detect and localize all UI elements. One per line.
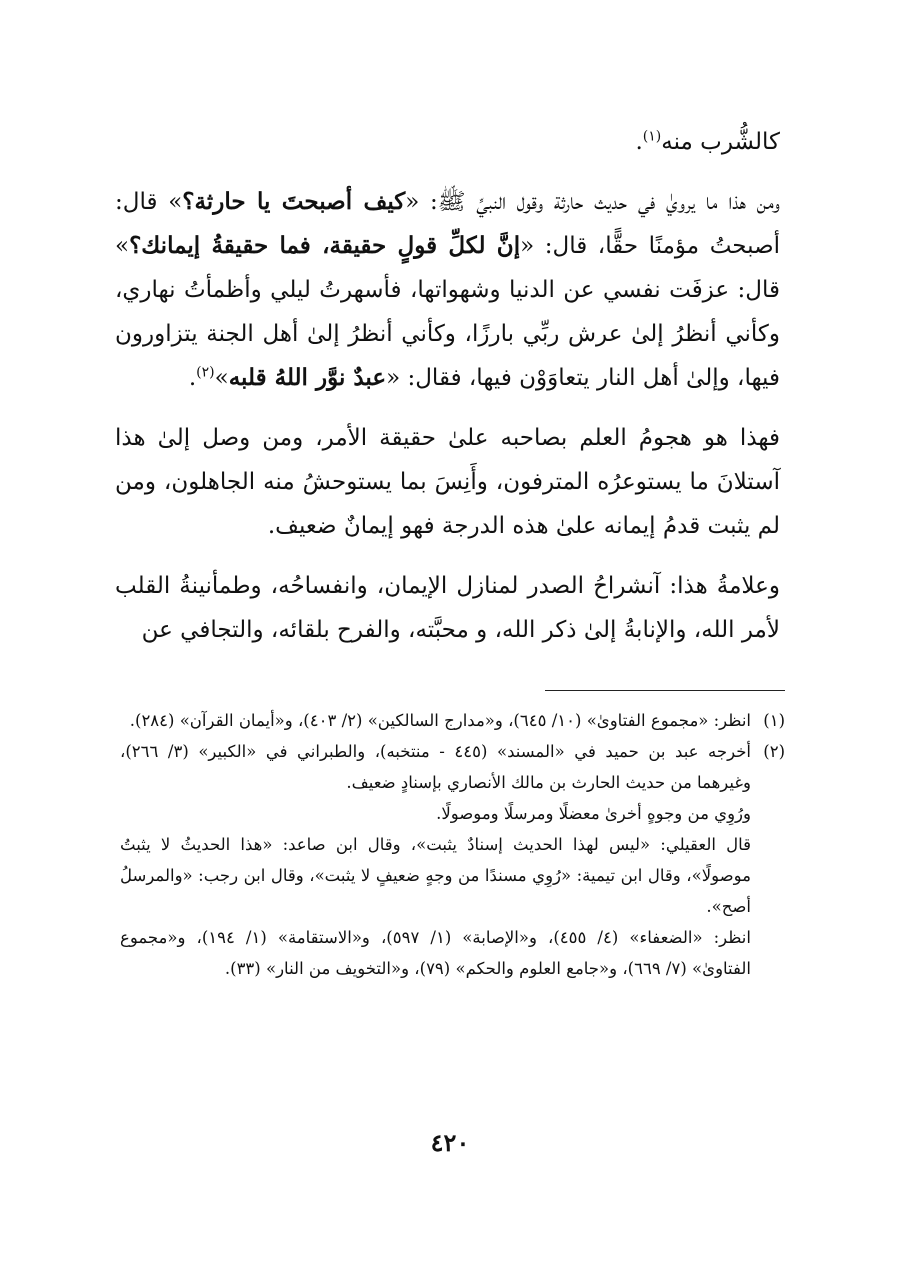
footnote-line: قال العقيلي: «ليس لهذا الحديث إسنادٌ يثبت»، وقال ابن صاعد: «هذا الحديثُ لا يثبتُ موصولًا»، وقال ابن تيمية: «رُوِي مسندًا من وجهٍ ضعيفٍ لا يثبت»، وقال ابن رجب: «والمرسلُ أصح». [120,835,751,916]
footnote-number: (١) [763,711,785,730]
paragraph-text: كالشُّرب منه [661,129,780,155]
hadith-quote: عبدٌ نوَّر اللهُ قلبه [228,364,387,391]
footnote-separator [545,690,785,691]
footnote-body [120,736,751,984]
footnote-ref-1[interactable]: (١) [642,128,662,145]
footnote-2 [120,736,785,984]
footnote-line: انظر: «الضعفاء» (٤/ ٤٥٥)، و«الإصابة» (١/ ٥٩٧)، و«الاستقامة» (١/ ١٩٤)، و«مجموع الفتاوىٰ» (٧/ ٦٦٩)، و«جامع العلوم والحكم» (٧٩)، و«التخويف من النار» (٣٣). [120,928,751,978]
period: . [635,129,643,155]
paragraph-text: ومن هذا ما يرويٰ في حديث حارثة وقول النبيِّ ﷺ: « [405,189,780,215]
page-number: ٤٢٠ [430,1128,470,1157]
footnotes [120,705,785,984]
paragraph-text: » قال: أصبحتُ مؤمنًا حقًّا، قال: « [115,189,781,259]
period: . [188,365,197,391]
paragraph-text: » قال: عزفَت نفسي عن الدنيا وشهواتها، فأسهرتُ ليلي وأظمأتُ نهاري، وكأني أنظرُ إلىٰ عرش ربِّي بارزًا، وكأني أنظرُ إلىٰ أهل الجنة يتزاورون فيها، وإلىٰ أهل النار يتعاوَوْن فيها، فقال: « [115,233,780,391]
paragraph-signs: وعلامةُ هذا: آنشراحُ الصدر لمنازل الإيمان، وانفساحُه، وطمأنينةُ القلب لأمر الله، والإنابةُ إلىٰ ذكر الله، و محبَّته، والفرح بلقائه، والتجافي عن [115,573,780,643]
footnote-number: (٢) [763,742,785,761]
footnote-line: أخرجه عبد بن حميد في «المسند» (٤٤٥ - منتخبه)، والطبراني في «الكبير» (٣/ ٢٦٦)، وغيرهما من حديث الحارث بن مالك الأنصاري بإسنادٍ ضعيف. [120,742,751,792]
hadith-quote: كيف أصبحتَ يا حارثة؟ [182,188,406,215]
page-body [115,120,780,668]
footnote-line: انظر: «مجموع الفتاوىٰ» (١٠/ ٦٤٥)، و«مدارج السالكين» (٢/ ٤٠٣)، و«أيمان القرآن» (٢٨٤). [129,711,751,730]
footnote-ref-2[interactable]: (٢) [196,364,215,381]
paragraph-text: » [214,365,229,391]
footnote-body [120,705,751,736]
footnote-line: ورُوِي من وجوهٍ أخرىٰ معضلًا ومرسلًا وموصولًا. [436,804,751,823]
hadith-quote: إنَّ لكلِّ قولٍ حقيقة، فما حقيقةُ إيمانك؟ [129,232,521,259]
footnote-1 [120,705,785,736]
paragraph-haritha [115,180,780,400]
paragraph-knowledge: فهذا هو هجومُ العلم بصاحبه علىٰ حقيقة الأمر، ومن وصل إلىٰ هذا آستلانَ ما يستوعرُه المترفون، وأَنِسَ بما يستوحشُ منه الجاهلون، ومن لم يثبت قدمُ إيمانه علىٰ هذه الدرجة فهو إيمانٌ ضعيف. [115,425,780,539]
paragraph-continuation [115,120,780,164]
